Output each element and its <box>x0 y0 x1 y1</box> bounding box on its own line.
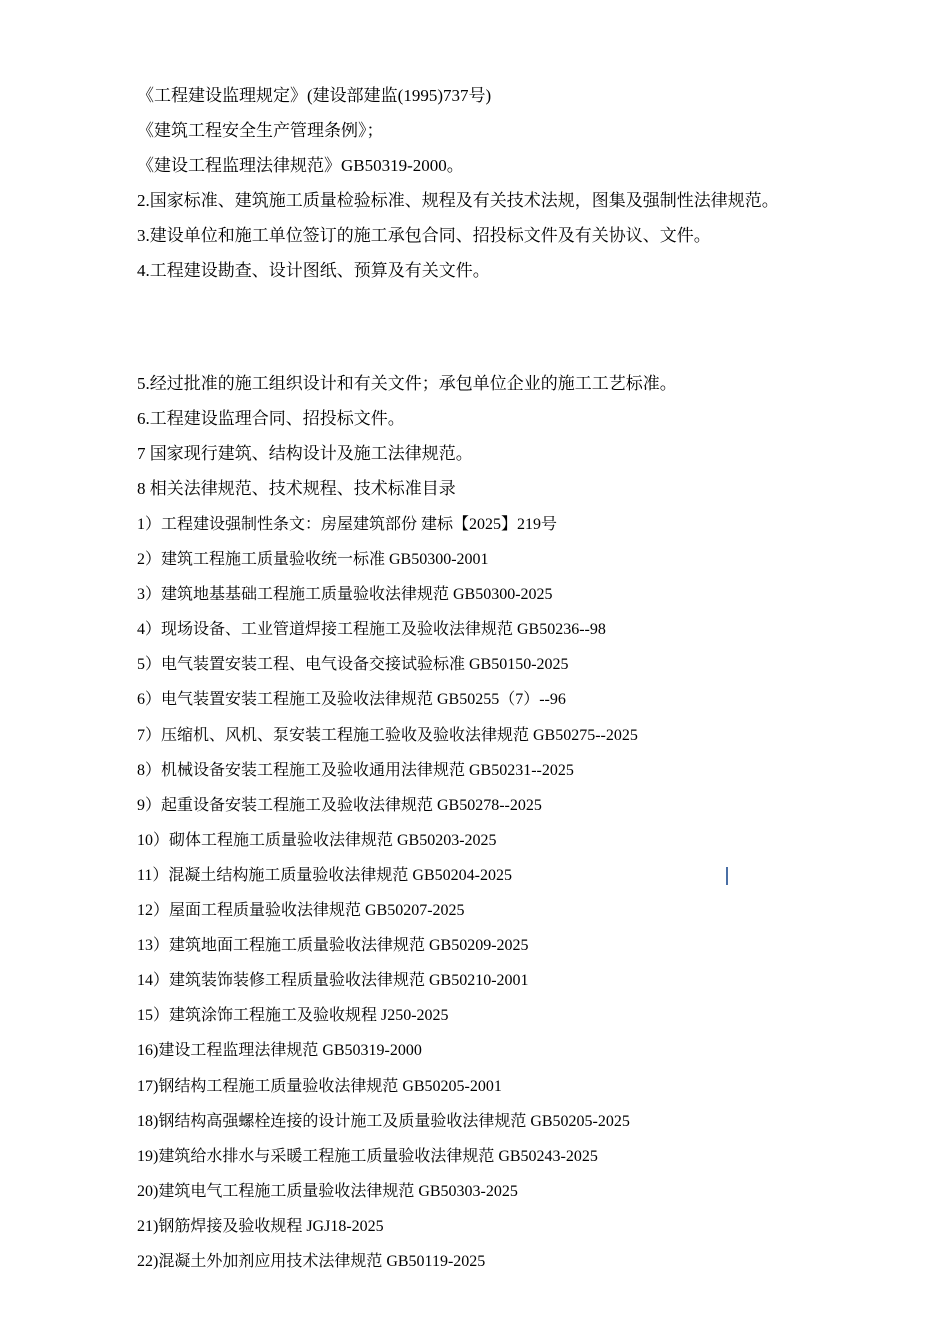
standard-item: 8）机械设备安装工程施工及验收通用法律规范 GB50231--2025 <box>137 761 574 779</box>
item-8: 8 相关法律规范、技术规程、技术标准目录 <box>137 479 456 498</box>
standard-item: 7）压缩机、风机、泵安装工程施工验收及验收法律规范 GB50275--2025 <box>137 726 638 744</box>
standard-item: 9）起重设备安装工程施工及验收法律规范 GB50278--2025 <box>137 796 542 814</box>
standard-item: 5）电气装置安装工程、电气设备交接试验标准 GB50150-2025 <box>137 656 569 674</box>
item-3: 3.建设单位和施工单位签订的施工承包合同、招投标文件及有关协议、文件。 <box>137 226 711 245</box>
standard-item: 18)钢结构高强螺栓连接的设计施工及质量验收法律规范 GB50205-2025 <box>137 1112 630 1130</box>
intro-line-1: 《工程建设监理规定》(建设部建监(1995)737号) <box>137 86 492 105</box>
standard-item: 12）屋面工程质量验收法律规范 GB50207-2025 <box>137 902 465 920</box>
standard-item: 13）建筑地面工程施工质量验收法律规范 GB50209-2025 <box>137 937 529 955</box>
standard-item: 20)建筑电气工程施工质量验收法律规范 GB50303-2025 <box>137 1182 518 1200</box>
intro-line-2: 《建筑工程安全生产管理条例》； <box>137 121 384 140</box>
intro-line-3: 《建设工程监理法律规范》GB50319-2000。 <box>137 156 464 175</box>
intro-block <box>137 78 857 288</box>
item-5: 5.经过批准的施工组织设计和有关文件；承包单位企业的施工工艺标准。 <box>137 374 677 393</box>
items-block <box>137 366 857 506</box>
item-6: 6.工程建设监理合同、招投标文件。 <box>137 409 405 428</box>
standard-item: 22)混凝土外加剂应用技术法律规范 GB50119-2025 <box>137 1252 486 1270</box>
item-7: 7 国家现行建筑、结构设计及施工法律规范。 <box>137 444 473 463</box>
standard-item: 10）砌体工程施工质量验收法律规范 GB50203-2025 <box>137 831 497 849</box>
standard-item: 11）混凝土结构施工质量验收法律规范 GB50204-2025 <box>137 866 512 884</box>
item-2: 2.国家标准、建筑施工质量检验标准、规程及有关技术法规，图集及强制性法律规范。 <box>137 191 779 210</box>
standard-item: 1）工程建设强制性条文：房屋建筑部份 建标【2025】219号 <box>137 516 558 533</box>
standard-item: 2）建筑工程施工质量验收统一标准 GB50300-2001 <box>137 551 489 569</box>
standard-item: 3）建筑地基基础工程施工质量验收法律规范 GB50300-2025 <box>137 586 553 604</box>
standard-item: 4）现场设备、工业管道焊接工程施工及验收法律规范 GB50236--98 <box>137 621 606 639</box>
standards-list <box>137 507 857 1279</box>
standard-item: 14）建筑装饰装修工程质量验收法律规范 GB50210-2001 <box>137 972 529 990</box>
standard-item: 21)钢筋焊接及验收规程 JGJ18-2025 <box>137 1217 384 1235</box>
standard-item: 19)建筑给水排水与采暖工程施工质量验收法律规范 GB50243-2025 <box>137 1147 598 1165</box>
standard-item: 6）电气装置安装工程施工及验收法律规范 GB50255（7）--96 <box>137 691 566 709</box>
standard-item: 17)钢结构工程施工质量验收法律规范 GB50205-2001 <box>137 1077 502 1095</box>
standard-item: 16)建设工程监理法律规范 GB50319-2000 <box>137 1042 422 1060</box>
text-cursor <box>726 867 728 885</box>
item-4: 4.工程建设勘查、设计图纸、预算及有关文件。 <box>137 261 490 280</box>
standard-item: 15）建筑涂饰工程施工及验收规程 J250-2025 <box>137 1007 449 1025</box>
